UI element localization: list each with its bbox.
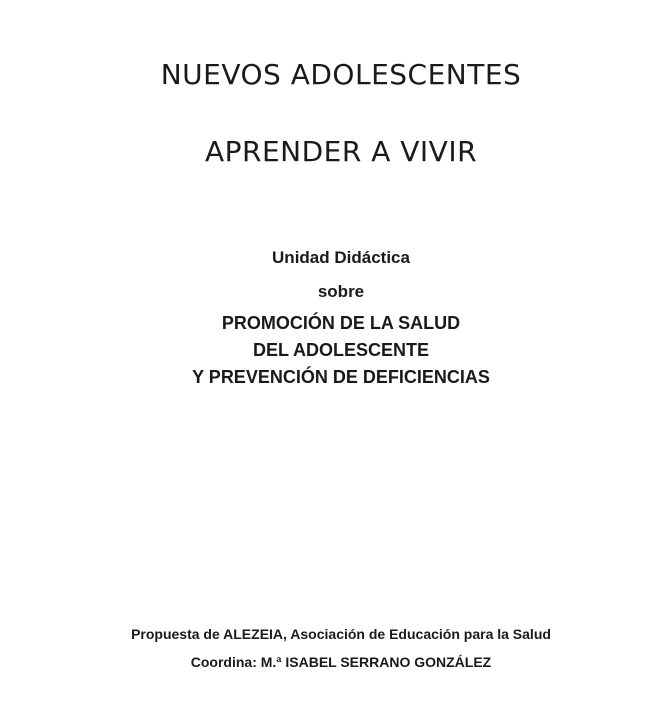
main-title: NUEVOS ADOLESCENTES [160,58,522,91]
topic-line-2: DEL ADOLESCENTE [252,340,430,360]
connector-text: sobre [317,282,365,301]
unit-label: Unidad Didáctica [272,248,410,267]
secondary-title: APRENDER A VIVIR [204,135,478,168]
topic-line-3: Y PREVENCIÓN DE DEFICIENCIAS [192,367,490,387]
credit-proposal: Propuesta de ALEZEIA, Asociación de Educación para la Salud [131,626,551,642]
credit-coordinator: Coordina: M.ª ISABEL SERRANO GONZÁLEZ [190,654,492,670]
topic-line-1: PROMOCIÓN DE LA SALUD [221,313,461,333]
